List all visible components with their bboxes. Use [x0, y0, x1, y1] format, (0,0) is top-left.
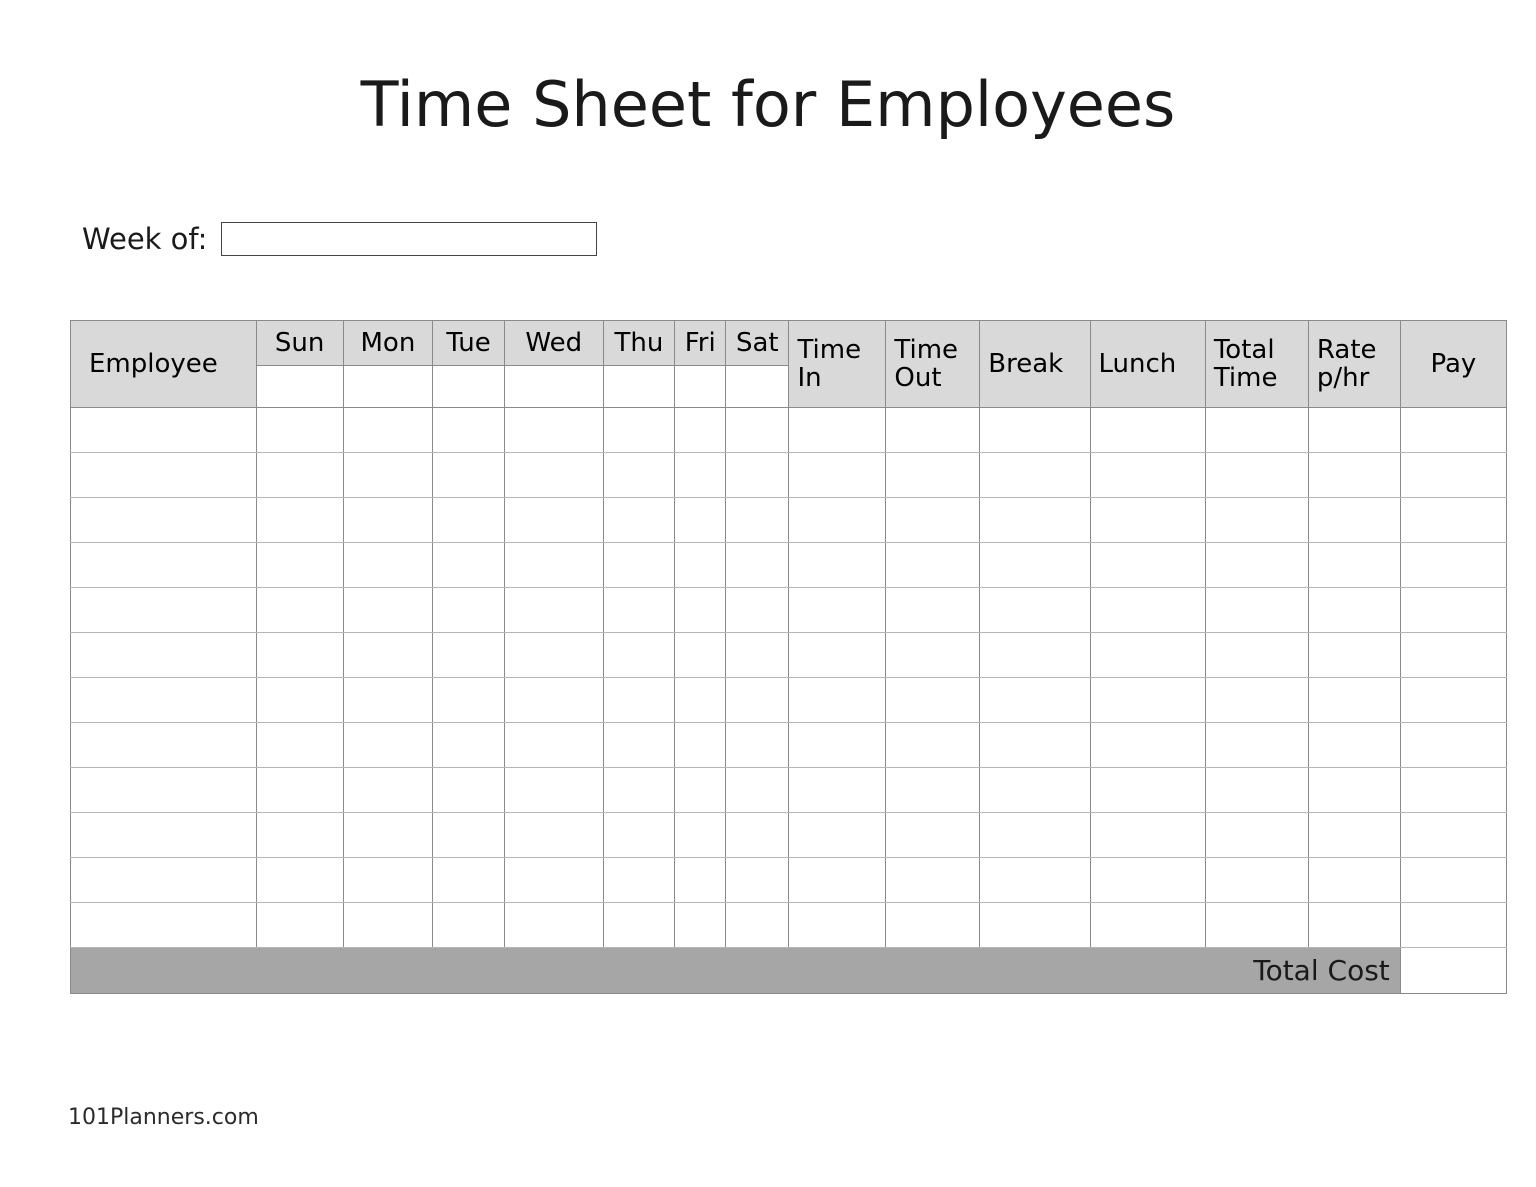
data-cell[interactable]: [256, 678, 343, 723]
column-header-fri-subcell[interactable]: [675, 366, 725, 407]
data-cell[interactable]: [504, 858, 603, 903]
table-body: [71, 408, 1507, 948]
column-header-time-out: [886, 321, 980, 408]
data-cell[interactable]: [433, 498, 504, 543]
data-cell[interactable]: [675, 723, 726, 768]
data-cell[interactable]: [1205, 723, 1308, 768]
week-of-input[interactable]: [221, 222, 597, 256]
data-cell[interactable]: [343, 723, 433, 768]
data-cell[interactable]: [1400, 633, 1506, 678]
table-row: [71, 678, 1507, 723]
data-cell[interactable]: [343, 903, 433, 948]
data-cell[interactable]: [1308, 858, 1400, 903]
data-cell[interactable]: [504, 903, 603, 948]
data-cell[interactable]: [256, 408, 343, 453]
column-header-tue-label: Tue: [433, 321, 503, 366]
data-cell[interactable]: [603, 678, 674, 723]
data-cell[interactable]: [980, 633, 1090, 678]
employee-name-cell[interactable]: [71, 858, 257, 903]
table-row: [71, 408, 1507, 453]
total-cost-value[interactable]: [1400, 948, 1506, 994]
employee-name-cell[interactable]: [71, 813, 257, 858]
data-cell[interactable]: [1308, 723, 1400, 768]
column-header-rate-line1: Rate: [1316, 334, 1377, 365]
data-cell[interactable]: [433, 768, 504, 813]
column-header-time-in-line2: In: [797, 363, 822, 393]
data-cell[interactable]: [343, 543, 433, 588]
data-cell[interactable]: [433, 678, 504, 723]
data-cell[interactable]: [1205, 858, 1308, 903]
data-cell[interactable]: [1308, 498, 1400, 543]
data-cell[interactable]: [675, 588, 726, 633]
data-cell[interactable]: [603, 723, 674, 768]
data-cell[interactable]: [343, 813, 433, 858]
data-cell[interactable]: [980, 678, 1090, 723]
column-header-sat-label: Sat: [726, 321, 788, 366]
data-cell[interactable]: [886, 633, 980, 678]
column-header-pay-line1: Pay: [1430, 348, 1477, 379]
data-cell[interactable]: [256, 813, 343, 858]
data-cell[interactable]: [343, 408, 433, 453]
data-cell[interactable]: [1090, 768, 1205, 813]
table-row: [71, 498, 1507, 543]
data-cell[interactable]: [504, 408, 603, 453]
column-header-total-time-line2: Time: [1213, 363, 1278, 393]
data-cell[interactable]: [1400, 903, 1506, 948]
employee-name-cell[interactable]: [71, 723, 257, 768]
data-cell[interactable]: [1090, 903, 1205, 948]
table-row: [71, 543, 1507, 588]
data-cell[interactable]: [1090, 678, 1205, 723]
table-row: [71, 858, 1507, 903]
data-cell[interactable]: [675, 498, 726, 543]
data-cell[interactable]: [980, 588, 1090, 633]
data-cell[interactable]: [980, 498, 1090, 543]
table-row: [71, 633, 1507, 678]
data-cell[interactable]: [504, 453, 603, 498]
data-cell[interactable]: [504, 813, 603, 858]
data-cell[interactable]: [256, 543, 343, 588]
data-cell[interactable]: [433, 858, 504, 903]
column-header-time-out-line1: Time: [894, 334, 959, 365]
data-cell[interactable]: [433, 903, 504, 948]
data-cell[interactable]: [603, 543, 674, 588]
total-cost-label: Total Cost: [71, 948, 1401, 994]
column-header-fri: [675, 321, 726, 408]
data-cell[interactable]: [886, 858, 980, 903]
column-header-sun-label: Sun: [257, 321, 343, 366]
column-header-sat-subcell[interactable]: [726, 366, 788, 407]
data-cell[interactable]: [980, 813, 1090, 858]
data-cell[interactable]: [343, 768, 433, 813]
column-header-mon: [343, 321, 433, 408]
data-cell[interactable]: [1308, 768, 1400, 813]
data-cell[interactable]: [1400, 453, 1506, 498]
column-header-break-line1: Break: [988, 348, 1064, 379]
data-cell[interactable]: [726, 903, 789, 948]
data-cell[interactable]: [256, 723, 343, 768]
employee-name-cell[interactable]: [71, 768, 257, 813]
data-cell[interactable]: [603, 408, 674, 453]
data-cell[interactable]: [1205, 903, 1308, 948]
data-cell[interactable]: [1205, 633, 1308, 678]
data-cell[interactable]: [726, 453, 789, 498]
data-cell[interactable]: [789, 678, 886, 723]
column-header-pay: [1400, 321, 1506, 408]
data-cell[interactable]: [980, 858, 1090, 903]
data-cell[interactable]: [433, 723, 504, 768]
data-cell[interactable]: [343, 858, 433, 903]
data-cell[interactable]: [603, 633, 674, 678]
data-cell[interactable]: [886, 453, 980, 498]
data-cell[interactable]: [675, 453, 726, 498]
data-cell[interactable]: [256, 498, 343, 543]
week-of-label: Week of:: [82, 222, 208, 256]
data-cell[interactable]: [433, 453, 504, 498]
data-cell[interactable]: [1205, 498, 1308, 543]
column-header-thu-label: Thu: [604, 321, 674, 366]
data-cell[interactable]: [726, 633, 789, 678]
data-cell[interactable]: [726, 723, 789, 768]
data-cell[interactable]: [886, 903, 980, 948]
column-header-thu-subcell[interactable]: [604, 366, 674, 407]
data-cell[interactable]: [1090, 543, 1205, 588]
data-cell[interactable]: [726, 408, 789, 453]
data-cell[interactable]: [789, 858, 886, 903]
data-cell[interactable]: [886, 543, 980, 588]
employee-name-cell[interactable]: [71, 498, 257, 543]
data-cell[interactable]: [726, 858, 789, 903]
employee-name-cell[interactable]: [71, 588, 257, 633]
data-cell[interactable]: [1308, 633, 1400, 678]
timesheet-table: [70, 320, 1507, 994]
data-cell[interactable]: [1308, 903, 1400, 948]
data-cell[interactable]: [504, 723, 603, 768]
data-cell[interactable]: [1205, 678, 1308, 723]
table-row: [71, 453, 1507, 498]
column-header-mon-label: Mon: [344, 321, 433, 366]
column-header-time-out-line2: Out: [894, 363, 942, 393]
data-cell[interactable]: [603, 813, 674, 858]
week-of-field-group: [82, 222, 597, 256]
data-cell[interactable]: [789, 408, 886, 453]
data-cell[interactable]: [675, 768, 726, 813]
data-cell[interactable]: [675, 678, 726, 723]
data-cell[interactable]: [343, 498, 433, 543]
data-cell[interactable]: [603, 588, 674, 633]
data-cell[interactable]: [343, 588, 433, 633]
data-cell[interactable]: [256, 588, 343, 633]
data-cell[interactable]: [726, 498, 789, 543]
column-header-break: [980, 321, 1090, 408]
data-cell[interactable]: [1308, 543, 1400, 588]
data-cell[interactable]: [726, 813, 789, 858]
data-cell[interactable]: [1205, 543, 1308, 588]
data-cell[interactable]: [980, 723, 1090, 768]
data-cell[interactable]: [726, 543, 789, 588]
data-cell[interactable]: [789, 588, 886, 633]
data-cell[interactable]: [433, 633, 504, 678]
data-cell[interactable]: [433, 543, 504, 588]
data-cell[interactable]: [789, 903, 886, 948]
employee-name-cell[interactable]: [71, 453, 257, 498]
data-cell[interactable]: [675, 543, 726, 588]
data-cell[interactable]: [1400, 588, 1506, 633]
employee-name-cell[interactable]: [71, 903, 257, 948]
data-cell[interactable]: [1090, 408, 1205, 453]
column-header-wed-subcell[interactable]: [505, 366, 603, 407]
column-header-employee: Employee: [71, 321, 257, 408]
employee-name-cell[interactable]: [71, 678, 257, 723]
column-header-wed-label: Wed: [505, 321, 603, 366]
data-cell[interactable]: [980, 408, 1090, 453]
data-cell[interactable]: [1090, 588, 1205, 633]
table-header-row: [71, 321, 1507, 408]
column-header-rate: [1308, 321, 1400, 408]
column-header-lunch-line1: Lunch: [1098, 348, 1177, 379]
data-cell[interactable]: [1205, 408, 1308, 453]
data-cell[interactable]: [1400, 678, 1506, 723]
data-cell[interactable]: [886, 813, 980, 858]
data-cell[interactable]: [726, 768, 789, 813]
data-cell[interactable]: [1400, 723, 1506, 768]
column-header-lunch: [1090, 321, 1205, 408]
data-cell[interactable]: [256, 903, 343, 948]
column-header-tue: [433, 321, 504, 408]
data-cell[interactable]: [1205, 768, 1308, 813]
data-cell[interactable]: [343, 678, 433, 723]
data-cell[interactable]: [726, 588, 789, 633]
data-cell[interactable]: [980, 903, 1090, 948]
data-cell[interactable]: [1400, 498, 1506, 543]
data-cell[interactable]: [1090, 498, 1205, 543]
data-cell[interactable]: [980, 768, 1090, 813]
data-cell[interactable]: [603, 858, 674, 903]
data-cell[interactable]: [980, 453, 1090, 498]
footer-credit: 101Planners.com: [68, 1105, 259, 1130]
data-cell[interactable]: [504, 588, 603, 633]
employee-name-cell[interactable]: [71, 633, 257, 678]
data-cell[interactable]: [726, 678, 789, 723]
data-cell[interactable]: [675, 903, 726, 948]
data-cell[interactable]: [886, 408, 980, 453]
data-cell[interactable]: [504, 678, 603, 723]
column-header-fri-label: Fri: [675, 321, 725, 366]
data-cell[interactable]: [789, 813, 886, 858]
column-header-wed: [504, 321, 603, 408]
data-cell[interactable]: [1090, 858, 1205, 903]
data-cell[interactable]: [433, 588, 504, 633]
data-cell[interactable]: [603, 768, 674, 813]
table-row: [71, 723, 1507, 768]
data-cell[interactable]: [343, 633, 433, 678]
data-cell[interactable]: [675, 633, 726, 678]
data-cell[interactable]: [1400, 858, 1506, 903]
data-cell[interactable]: [789, 543, 886, 588]
data-cell[interactable]: [675, 858, 726, 903]
data-cell[interactable]: [504, 543, 603, 588]
data-cell[interactable]: [886, 588, 980, 633]
table-row: [71, 813, 1507, 858]
data-cell[interactable]: [256, 858, 343, 903]
data-cell[interactable]: [886, 498, 980, 543]
data-cell[interactable]: [504, 498, 603, 543]
data-cell[interactable]: [343, 453, 433, 498]
data-cell[interactable]: [1205, 588, 1308, 633]
data-cell[interactable]: [1205, 813, 1308, 858]
data-cell[interactable]: [1400, 813, 1506, 858]
data-cell[interactable]: [433, 813, 504, 858]
data-cell[interactable]: [1400, 408, 1506, 453]
employee-name-cell[interactable]: [71, 408, 257, 453]
data-cell[interactable]: [1400, 768, 1506, 813]
column-header-sun-subcell[interactable]: [257, 366, 343, 407]
column-header-tue-subcell[interactable]: [433, 366, 503, 407]
data-cell[interactable]: [1308, 588, 1400, 633]
data-cell[interactable]: [504, 768, 603, 813]
data-cell[interactable]: [1308, 678, 1400, 723]
data-cell[interactable]: [603, 453, 674, 498]
column-header-mon-subcell[interactable]: [344, 366, 433, 407]
data-cell[interactable]: [1090, 633, 1205, 678]
data-cell[interactable]: [789, 633, 886, 678]
data-cell[interactable]: [603, 903, 674, 948]
column-header-total-time: [1205, 321, 1308, 408]
data-cell[interactable]: [433, 408, 504, 453]
data-cell[interactable]: [256, 453, 343, 498]
data-cell[interactable]: [789, 498, 886, 543]
employee-name-cell[interactable]: [71, 543, 257, 588]
data-cell[interactable]: [980, 543, 1090, 588]
table-row: [71, 768, 1507, 813]
data-cell[interactable]: [1308, 813, 1400, 858]
table-row: [71, 903, 1507, 948]
data-cell[interactable]: [1205, 453, 1308, 498]
data-cell[interactable]: [789, 723, 886, 768]
column-header-total-time-line1: Total: [1213, 334, 1275, 365]
column-header-time-in: [789, 321, 886, 408]
total-cost-row: [71, 948, 1507, 994]
column-header-sat: [726, 321, 789, 408]
data-cell[interactable]: [886, 768, 980, 813]
data-cell[interactable]: [1400, 543, 1506, 588]
data-cell[interactable]: [603, 498, 674, 543]
data-cell[interactable]: [789, 768, 886, 813]
data-cell[interactable]: [675, 813, 726, 858]
data-cell[interactable]: [1090, 723, 1205, 768]
data-cell[interactable]: [1090, 813, 1205, 858]
data-cell[interactable]: [886, 723, 980, 768]
column-header-thu: [603, 321, 674, 408]
table-row: [71, 588, 1507, 633]
data-cell[interactable]: [1308, 408, 1400, 453]
page-title: Time Sheet for Employees: [360, 68, 1176, 141]
data-cell[interactable]: [1308, 453, 1400, 498]
data-cell[interactable]: [675, 408, 726, 453]
data-cell[interactable]: [789, 453, 886, 498]
data-cell[interactable]: [256, 633, 343, 678]
data-cell[interactable]: [886, 678, 980, 723]
data-cell[interactable]: [1090, 453, 1205, 498]
data-cell[interactable]: [256, 768, 343, 813]
column-header-sun: [256, 321, 343, 408]
column-header-rate-line2: p/hr: [1316, 363, 1370, 393]
column-header-time-in-line1: Time: [797, 334, 862, 365]
data-cell[interactable]: [504, 633, 603, 678]
